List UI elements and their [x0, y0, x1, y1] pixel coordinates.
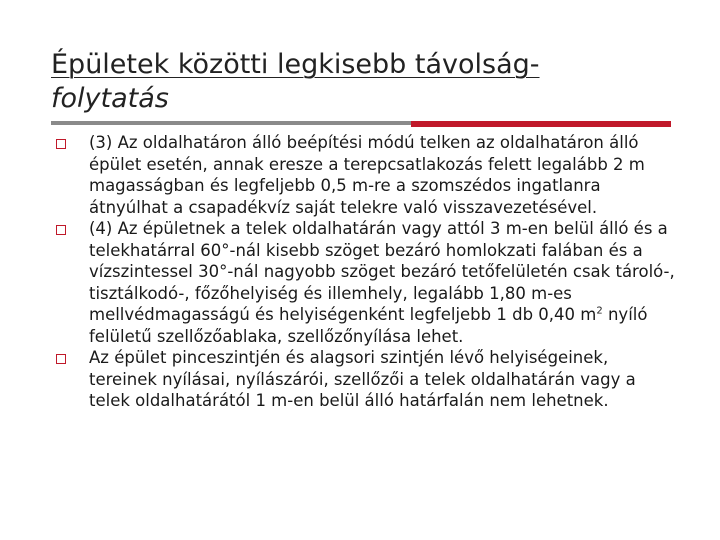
bullet-text-4-main: (4) Az épületnek a telek oldalhatárán vagy attól 3 m-en belül álló és a telekhatárral 60°-nál kisebb szöget bezáró homlokzati falában és a vízszintessel 30°-nál nagyobb szöget bezáró tetőfelületén csak tároló-, tisztálkodó-, főzőhelyiség és illemhely, legalább 1,80 m-es mellvédmagasságú és helyiségenként legfeljebb 1 db 0,40 m	[89, 219, 675, 324]
bullet-text-4	[89, 219, 675, 346]
slide-title-line-1: Épületek közötti legkisebb távolság-	[51, 49, 540, 80]
hollow-square-bullet-icon	[56, 139, 66, 149]
list-item	[56, 347, 676, 412]
bullet-text-3: (3) Az oldalhatáron álló beépítési módú telken az oldalhatáron álló épület esetén, annak eresze a terepcsatlakozás felett legalább 2 m magasságban és legfeljebb 0,5 m-re a szomszédos ingatlanra átnyúlhat a csapadékvíz saját telekre való visszavezetésével.	[89, 133, 645, 217]
bullet-text-4-rest: nyíló felületű szellőzőablaka, szellőzőnyílása lehet.	[89, 305, 648, 346]
slide-title-line-2: folytatás	[51, 83, 169, 114]
slide-title	[51, 48, 671, 116]
list-item	[56, 132, 676, 218]
bullet-list	[56, 132, 676, 412]
hollow-square-bullet-icon	[56, 225, 66, 235]
hollow-square-bullet-icon	[56, 354, 66, 364]
list-item	[56, 218, 676, 347]
title-divider-gray	[51, 121, 411, 125]
title-divider-red	[411, 121, 671, 127]
bullet-text-basement: Az épület pinceszintjén és alagsori szintjén lévő helyiségeinek, tereinek nyílásai, nyílászárói, szellőzői a telek oldalhatárán vagy a telek oldalhatárától 1 m-en belül álló határfalán nem lehetnek.	[89, 348, 636, 410]
superscript-2: 2	[596, 305, 603, 317]
